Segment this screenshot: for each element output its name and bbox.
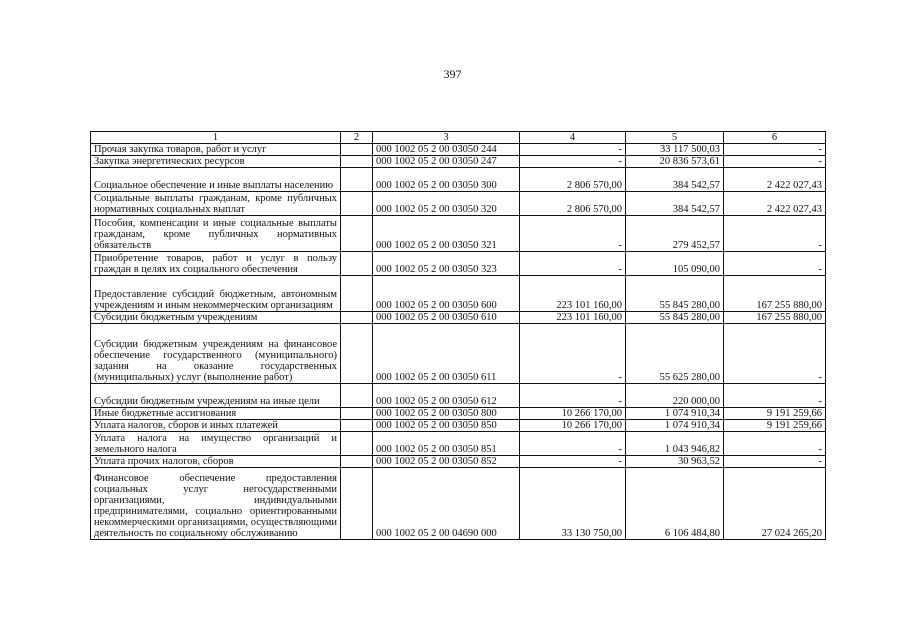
row-col2-cell	[341, 156, 373, 168]
row-col5-cell: 33 117 500,03	[626, 144, 724, 156]
row-code-cell: 000 1002 05 2 00 03050 612	[373, 384, 520, 408]
row-col6-cell: 27 024 265,20	[724, 468, 826, 540]
row-col5-cell: 55 845 280,00	[626, 312, 724, 324]
row-col4-cell: 10 266 170,00	[520, 420, 626, 432]
row-col5-cell: 384 542,57	[626, 168, 724, 192]
row-col6-cell: 2 422 027,43	[724, 192, 826, 216]
row-col4-cell: -	[520, 252, 626, 276]
row-col2-cell	[341, 384, 373, 408]
row-col5-cell: 1 043 946,82	[626, 432, 724, 456]
row-code-cell: 000 1002 05 2 00 03050 244	[373, 144, 520, 156]
row-col2-cell	[341, 252, 373, 276]
row-col5-cell: 55 845 280,00	[626, 276, 724, 312]
row-name-cell: Социальное обеспечение и иные выплаты населению	[91, 168, 341, 192]
row-name-cell: Финансовое обеспечение предоставления социальных услуг негосударственными организациями, индивидуальными предпринимателями, социально ориентированными некоммерческими организациями, осуществляющими деятельность по социальному обслуживанию	[91, 468, 341, 540]
row-col4-cell: -	[520, 144, 626, 156]
table-row	[91, 324, 826, 384]
header-cell: 4	[520, 132, 626, 144]
row-code-cell: 000 1002 05 2 00 03050 852	[373, 456, 520, 468]
row-col6-cell: -	[724, 432, 826, 456]
header-cell: 6	[724, 132, 826, 144]
header-cell: 3	[373, 132, 520, 144]
row-col6-cell: -	[724, 456, 826, 468]
row-col2-cell	[341, 456, 373, 468]
row-col4-cell: -	[520, 156, 626, 168]
table-header-row	[91, 132, 826, 144]
row-name-cell: Социальные выплаты гражданам, кроме публичных нормативных социальных выплат	[91, 192, 341, 216]
row-name-cell: Иные бюджетные ассигнования	[91, 408, 341, 420]
row-col5-cell: 30 963,52	[626, 456, 724, 468]
row-code-cell: 000 1002 05 2 00 03050 320	[373, 192, 520, 216]
row-col6-cell: -	[724, 324, 826, 384]
table-row	[91, 468, 826, 540]
row-name-cell: Субсидии бюджетным учреждениям	[91, 312, 341, 324]
table-row	[91, 144, 826, 156]
table-row	[91, 192, 826, 216]
row-col4-cell: 33 130 750,00	[520, 468, 626, 540]
row-col6-cell: 167 255 880,00	[724, 276, 826, 312]
row-code-cell: 000 1002 05 2 00 03050 321	[373, 216, 520, 252]
row-name-cell: Закупка энергетических ресурсов	[91, 156, 341, 168]
table-row	[91, 252, 826, 276]
row-code-cell: 000 1002 05 2 00 03050 851	[373, 432, 520, 456]
table-row	[91, 276, 826, 312]
table-row	[91, 384, 826, 408]
row-col5-cell: 6 106 484,80	[626, 468, 724, 540]
row-col2-cell	[341, 168, 373, 192]
row-col6-cell: -	[724, 252, 826, 276]
row-code-cell: 000 1002 05 2 00 03050 247	[373, 156, 520, 168]
row-name-cell: Прочая закупка товаров, работ и услуг	[91, 144, 341, 156]
row-code-cell: 000 1002 05 2 00 04690 000	[373, 468, 520, 540]
row-name-cell: Предоставление субсидий бюджетным, автономным учреждениям и иным некоммерческим организациям	[91, 276, 341, 312]
row-code-cell: 000 1002 05 2 00 03050 610	[373, 312, 520, 324]
row-col5-cell: 384 542,57	[626, 192, 724, 216]
row-name-cell: Уплата налога на имущество организаций и земельного налога	[91, 432, 341, 456]
row-col6-cell: -	[724, 216, 826, 252]
row-name-cell: Уплата прочих налогов, сборов	[91, 456, 341, 468]
row-col2-cell	[341, 420, 373, 432]
table-row	[91, 408, 826, 420]
row-col4-cell: -	[520, 432, 626, 456]
row-col6-cell: -	[724, 384, 826, 408]
row-name-cell: Субсидии бюджетным учреждениям на финансовое обеспечение государственного (муниципального) задания на оказание государственных (муниципальных) услуг (выполнение работ)	[91, 324, 341, 384]
row-col2-cell	[341, 468, 373, 540]
row-col5-cell: 279 452,57	[626, 216, 724, 252]
table-row	[91, 156, 826, 168]
table-row	[91, 216, 826, 252]
row-col2-cell	[341, 408, 373, 420]
row-name-cell: Субсидии бюджетным учреждениям на иные цели	[91, 384, 341, 408]
row-col5-cell: 105 090,00	[626, 252, 724, 276]
row-col4-cell: 10 266 170,00	[520, 408, 626, 420]
row-col4-cell: 223 101 160,00	[520, 276, 626, 312]
row-col4-cell: -	[520, 384, 626, 408]
row-col6-cell: 2 422 027,43	[724, 168, 826, 192]
row-col6-cell: -	[724, 156, 826, 168]
row-code-cell: 000 1002 05 2 00 03050 323	[373, 252, 520, 276]
header-cell: 1	[91, 132, 341, 144]
row-name-cell: Пособия, компенсации и иные социальные выплаты гражданам, кроме публичных нормативных обязательств	[91, 216, 341, 252]
row-col2-cell	[341, 276, 373, 312]
row-col2-cell	[341, 432, 373, 456]
row-code-cell: 000 1002 05 2 00 03050 611	[373, 324, 520, 384]
row-col4-cell: 223 101 160,00	[520, 312, 626, 324]
row-code-cell: 000 1002 05 2 00 03050 600	[373, 276, 520, 312]
row-col5-cell: 220 000,00	[626, 384, 724, 408]
row-code-cell: 000 1002 05 2 00 03050 300	[373, 168, 520, 192]
row-col2-cell	[341, 144, 373, 156]
row-col4-cell: -	[520, 456, 626, 468]
page-number: 397	[443, 67, 462, 81]
table-row	[91, 420, 826, 432]
row-col6-cell: -	[724, 144, 826, 156]
row-name-cell: Приобретение товаров, работ и услуг в пользу граждан в целях их социального обеспечения	[91, 252, 341, 276]
row-col6-cell: 167 255 880,00	[724, 312, 826, 324]
row-col4-cell: 2 806 570,00	[520, 168, 626, 192]
row-col5-cell: 1 074 910,34	[626, 420, 724, 432]
row-col2-cell	[341, 216, 373, 252]
row-code-cell: 000 1002 05 2 00 03050 850	[373, 420, 520, 432]
table-row	[91, 312, 826, 324]
budget-table	[90, 131, 826, 540]
table-row	[91, 456, 826, 468]
table-row	[91, 168, 826, 192]
header-cell: 2	[341, 132, 373, 144]
row-col4-cell: 2 806 570,00	[520, 192, 626, 216]
row-col4-cell: -	[520, 216, 626, 252]
header-cell: 5	[626, 132, 724, 144]
row-code-cell: 000 1002 05 2 00 03050 800	[373, 408, 520, 420]
row-col5-cell: 1 074 910,34	[626, 408, 724, 420]
row-col5-cell: 55 625 280,00	[626, 324, 724, 384]
row-name-cell: Уплата налогов, сборов и иных платежей	[91, 420, 341, 432]
row-col2-cell	[341, 312, 373, 324]
row-col6-cell: 9 191 259,66	[724, 408, 826, 420]
row-col4-cell: -	[520, 324, 626, 384]
table-row	[91, 432, 826, 456]
row-col2-cell	[341, 192, 373, 216]
row-col2-cell	[341, 324, 373, 384]
row-col5-cell: 20 836 573,61	[626, 156, 724, 168]
row-col6-cell: 9 191 259,66	[724, 420, 826, 432]
